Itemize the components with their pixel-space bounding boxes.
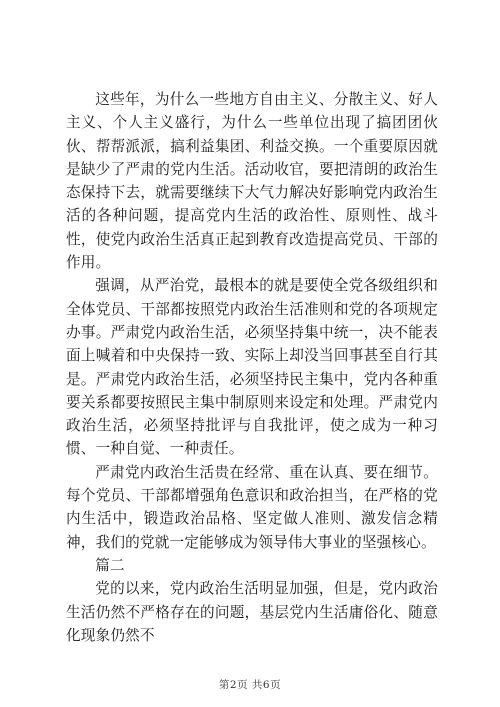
page-footer: 第2页 共6页 <box>218 679 282 691</box>
paragraph-1: 这些年，为什么一些地方自由主义、分散主义、好人主义、个人主义盛行，为什么一些单位出现了搞团团伙伙、帮帮派派，搞利益集团、利益交换。一个重要原因就是缺少了严肃的党内生活。活动收官，要把清朗的政治生态保持下去，就需要继续下大气力解决好影响党内政治生活的各种问题，提高党内生活的政治性、原则性、战斗性，使党内政治生活真正起到教育改造提高党员、干部的作用。 <box>66 91 438 272</box>
section-heading: 篇二 <box>95 556 125 574</box>
paragraph-2: 强调，从严治党，最根本的就是要使全党各级组织和全体党员、干部都按照党内政治生活准则和党的各项规定办事。严肃党内政治生活，必须坚持集中统一，决不能表面上喊着和中央保持一致、实际上却没当回事甚至自行其是。严肃党内政治生活，必须坚持民主集中，党内各种重要关系都要按照民主集中制原则来设定和处理。严肃党内政治生活，必须坚持批评与自我批评，使之成为一种习惯、一种自觉、一种责任。 <box>66 277 438 458</box>
paragraph-3: 严肃党内政治生活贵在经常、重在认真、要在细节。每个党员、干部都增强角色意识和政治担当，在严格的党内生活中，锻造政治品格、坚定做人准则、激发信念精神，我们的党就一定能够成为领导伟大事业的坚强核心。 <box>66 463 438 551</box>
document-body <box>66 88 438 647</box>
paragraph-4: 党的以来，党内政治生活明显加强，但是，党内政治生活仍然不严格存在的问题，基层党内生活庸俗化、随意化现象仍然不 <box>66 580 438 644</box>
